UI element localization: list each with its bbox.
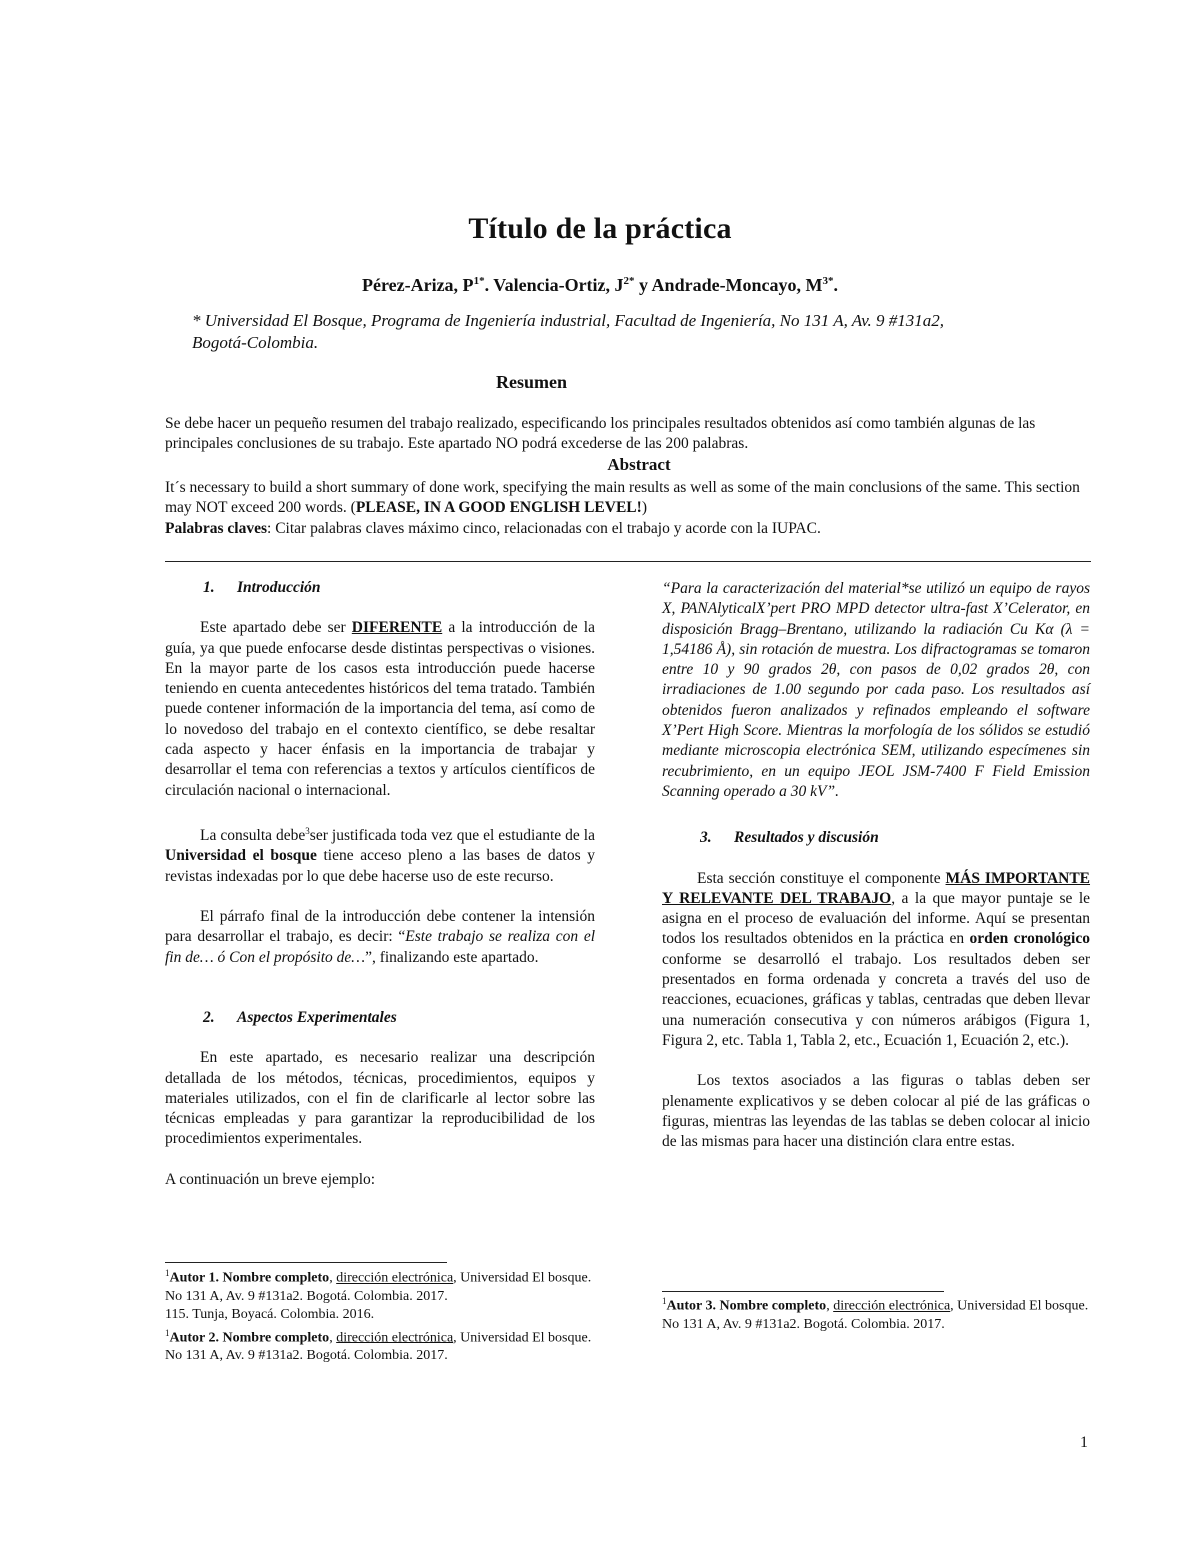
results-paragraph-2: Los textos asociados a las figuras o tablas deben ser plenamente explicativos y se deben colocar al pié de las gráficas o figuras, mientras las leyendas de las tablas se deben colocar al inicio de las mismas para hacer una distinción clara entre estas.	[662, 1072, 1090, 1151]
page-number: 1	[1080, 1434, 1088, 1451]
footnote-rule-left	[165, 1262, 447, 1263]
intro-p3-italic: Este trabajo se realiza con el fin de… ó Con el propósito de…	[165, 928, 596, 966]
abstract-body: It´s necessary to build a short summary of done work, specifying the main results as well as some of the main conclusions of the same. This section may NOT exceed 200 words. (	[165, 479, 1080, 516]
section-3-heading	[662, 828, 1090, 848]
footnote-1-text: , Universidad El bosque. No 131 A, Av. 9 #131a2. Bogotá. Colombia. 2017.	[165, 1270, 592, 1304]
intro-p2-footnote-mark: 3	[305, 825, 310, 836]
affiliation	[192, 310, 1092, 354]
section-1-heading	[165, 578, 595, 598]
author-list-end: .	[833, 275, 839, 295]
footnote-1-comma: ,	[329, 1270, 337, 1286]
footnote-2-email-link[interactable]: dirección electrónica	[336, 1330, 454, 1346]
keywords	[165, 519, 1070, 539]
section-1-title: Introducción	[237, 579, 321, 596]
intro-paragraph-1	[165, 618, 595, 801]
intro-p3-rest: ”, finalizando este apartado.	[365, 948, 539, 966]
abstract-text	[165, 478, 1080, 518]
footnotes-left	[165, 1264, 595, 1365]
section-3-title: Resultados y discusión	[734, 829, 879, 847]
footnote-2-author: Autor 2. Nombre completo	[169, 1330, 330, 1346]
author-1: Pérez-Ariza, P	[361, 275, 474, 295]
footnote-1	[165, 1264, 595, 1306]
footnote-3-text: , Universidad El bosque. No 131 A, Av. 9 #131a2. Bogotá. Colombia. 2017.	[662, 1298, 1089, 1332]
section-divider	[165, 561, 1091, 562]
intro-p3-text: El párrafo final de la introducción debe contener la intensión para desarrollar el trabajo, es decir: “	[165, 908, 595, 946]
footnote-3-mark: 1	[662, 1296, 667, 1306]
intro-p1-rest: a la introducción de la guía, ya que puede enfocarse desde distintas perspectivas o visiones. En la mayor parte de los casos esta introducción puede hacerse teniendo en cuenta antecedentes históricos del tema tratado. También puede contener información de la importancia del tema, así como de lo novedoso del trabajo en el contexto científico, se debe resaltar cada aspecto y hacer énfasis en la importancia de trabajar y desarrollar el tema con referencias a textos y artículos científicos de circulación nacional o internacional.	[165, 619, 595, 799]
resumen-text: Se debe hacer un pequeño resumen del trabajo realizado, especificando los principales resultados obtenidos así como también algunas de las principales conclusiones de su trabajo. Este apartado NO podrá excederse de las 200 palabras.	[165, 415, 1036, 452]
footnote-2-comma: ,	[329, 1330, 337, 1346]
abstract-emphasis: PLEASE, IN A GOOD ENGLISH LEVEL!	[355, 499, 642, 516]
section-3-number: 3.	[700, 829, 712, 847]
footnote-2-text: , Universidad El bosque. No 131 A, Av. 9 #131a2. Bogotá. Colombia. 2017.	[165, 1330, 592, 1364]
footnote-3-author: Autor 3. Nombre completo	[666, 1298, 827, 1314]
author-3: y Andrade-Moncayo, M	[634, 275, 823, 295]
footnote-3-comma: ,	[826, 1298, 834, 1314]
abstract-heading: Abstract	[607, 455, 671, 474]
intro-paragraph-3	[165, 907, 595, 968]
paper-title: Título de la práctica	[468, 212, 732, 245]
left-column	[165, 578, 595, 1190]
results-p1-rest: conforme se desarrolló el trabajo. Los resultados deben ser presentados en forma ordenada y concreta a través del uso de reacciones, ecuaciones, gráficas y tablas, centradas que deben llevar una numeración consecutiva y con números arábigos (Figura 1, Figura 2, etc. Tabla 1, Tabla 2, etc., Ecuación 1, Ecuación 2, etc.).	[662, 950, 1090, 1049]
results-paragraph-1	[662, 869, 1090, 1052]
section-2-title: Aspectos Experimentales	[237, 1008, 397, 1026]
keywords-label: Palabras claves	[165, 520, 268, 537]
footnote-2	[165, 1324, 595, 1366]
results-p1-text: Esta sección constituye el componente	[697, 869, 946, 887]
author-list	[0, 275, 1200, 296]
results-p1-mid: , a la que mayor puntaje se le asigna en el proceso de evaluación del informe. Aquí se presentan todos los resultados obtenidos en la práctica en	[662, 889, 1091, 948]
intro-p2-rest: tiene acceso pleno a las bases de datos y revistas indexadas por lo que debe hacerse uso de este recurso.	[165, 847, 595, 885]
section-2-number: 2.	[203, 1008, 215, 1026]
intro-p2-emphasis: Universidad el bosque	[165, 847, 317, 865]
experimental-paragraph-2: A continuación un breve ejemplo:	[165, 1170, 376, 1188]
footnote-1-email-link[interactable]: dirección electrónica	[336, 1270, 454, 1286]
intro-p1-text: Este apartado debe ser	[200, 619, 352, 637]
intro-p2-mid: ser justificada toda vez que el estudiante de la	[309, 827, 595, 845]
author-3-mark: 3*	[822, 275, 834, 287]
resumen-heading: Resumen	[496, 372, 567, 392]
footnote-2-mark: 1	[165, 1327, 170, 1338]
results-p1-emphasis: MÁS IMPORTANTE Y RELEVANTE DEL TRABAJO	[662, 869, 1091, 907]
affiliation-line-2: Bogotá-Colombia.	[192, 333, 319, 352]
footnote-1-line-2: 115. Tunja, Boyacá. Colombia. 2016.	[165, 1306, 375, 1322]
intro-p1-emphasis: DIFERENTE	[351, 619, 443, 637]
footnote-3	[662, 1292, 1090, 1334]
experimental-paragraph-1: En este apartado, es necesario realizar una descripción detallada de los métodos, técnicas, procedimientos, equipos y materiales utilizados, con el fin de clarificarle al lector sobre las técnicas empleadas y para garantizar la reproducibilidad de los procedimientos experimentales.	[165, 1049, 595, 1148]
intro-p2-text: La consulta debe	[200, 827, 306, 845]
abstract-end: )	[641, 499, 647, 516]
example-quote: “Para la caracterización del material*se utilizó un equipo de rayos X, PANAlyticalX’pert PRO MPD detector ultra-fast X’Celerator, en disposición Bragg–Brentano, utilizando la radiación Cu Kα (λ = 1,54186 Å), sin rotación de muestra. Los difractogramas se tomaron entre 10 y 90 grados 2θ, con pasos de 0,02 grados 2θ, con irradiaciones de 1.00 segundo por cada paso. Los resultados así obtenidos fueron analizados y refinados empleando el software X’Pert High Score. Mientras la morfología de los sólidos se estudió mediante microscopia electrónica SEM, utilizando especímenes sin recubrimiento, en un equipo JEOL JSM-7400 F Field Emission Scanning operado a 30 kV”.	[662, 580, 1090, 800]
keywords-text: : Citar palabras claves máximo cinco, relacionadas con el trabajo y acorde con la IUPAC.	[267, 520, 821, 537]
affiliation-line-1: * Universidad El Bosque, Programa de Ingeniería industrial, Facultad de Ingeniería, No 131 A, Av. 9 #131a2,	[192, 311, 945, 330]
footnote-1-author: Autor 1. Nombre completo	[169, 1270, 330, 1286]
footnotes-right	[662, 1292, 1090, 1334]
right-column	[662, 579, 1090, 1152]
results-p1-emphasis-2: orden cronológico	[969, 930, 1090, 948]
author-1-mark: 1*	[473, 275, 485, 287]
intro-paragraph-2	[165, 821, 595, 887]
author-2-mark: 2*	[623, 275, 635, 287]
section-1-number: 1.	[203, 579, 215, 596]
section-2-heading	[165, 1008, 595, 1028]
author-2: . Valencia-Ortiz, J	[484, 275, 624, 295]
footnote-1-mark: 1	[165, 1268, 170, 1278]
footnote-3-email-link[interactable]: dirección electrónica	[833, 1298, 951, 1314]
